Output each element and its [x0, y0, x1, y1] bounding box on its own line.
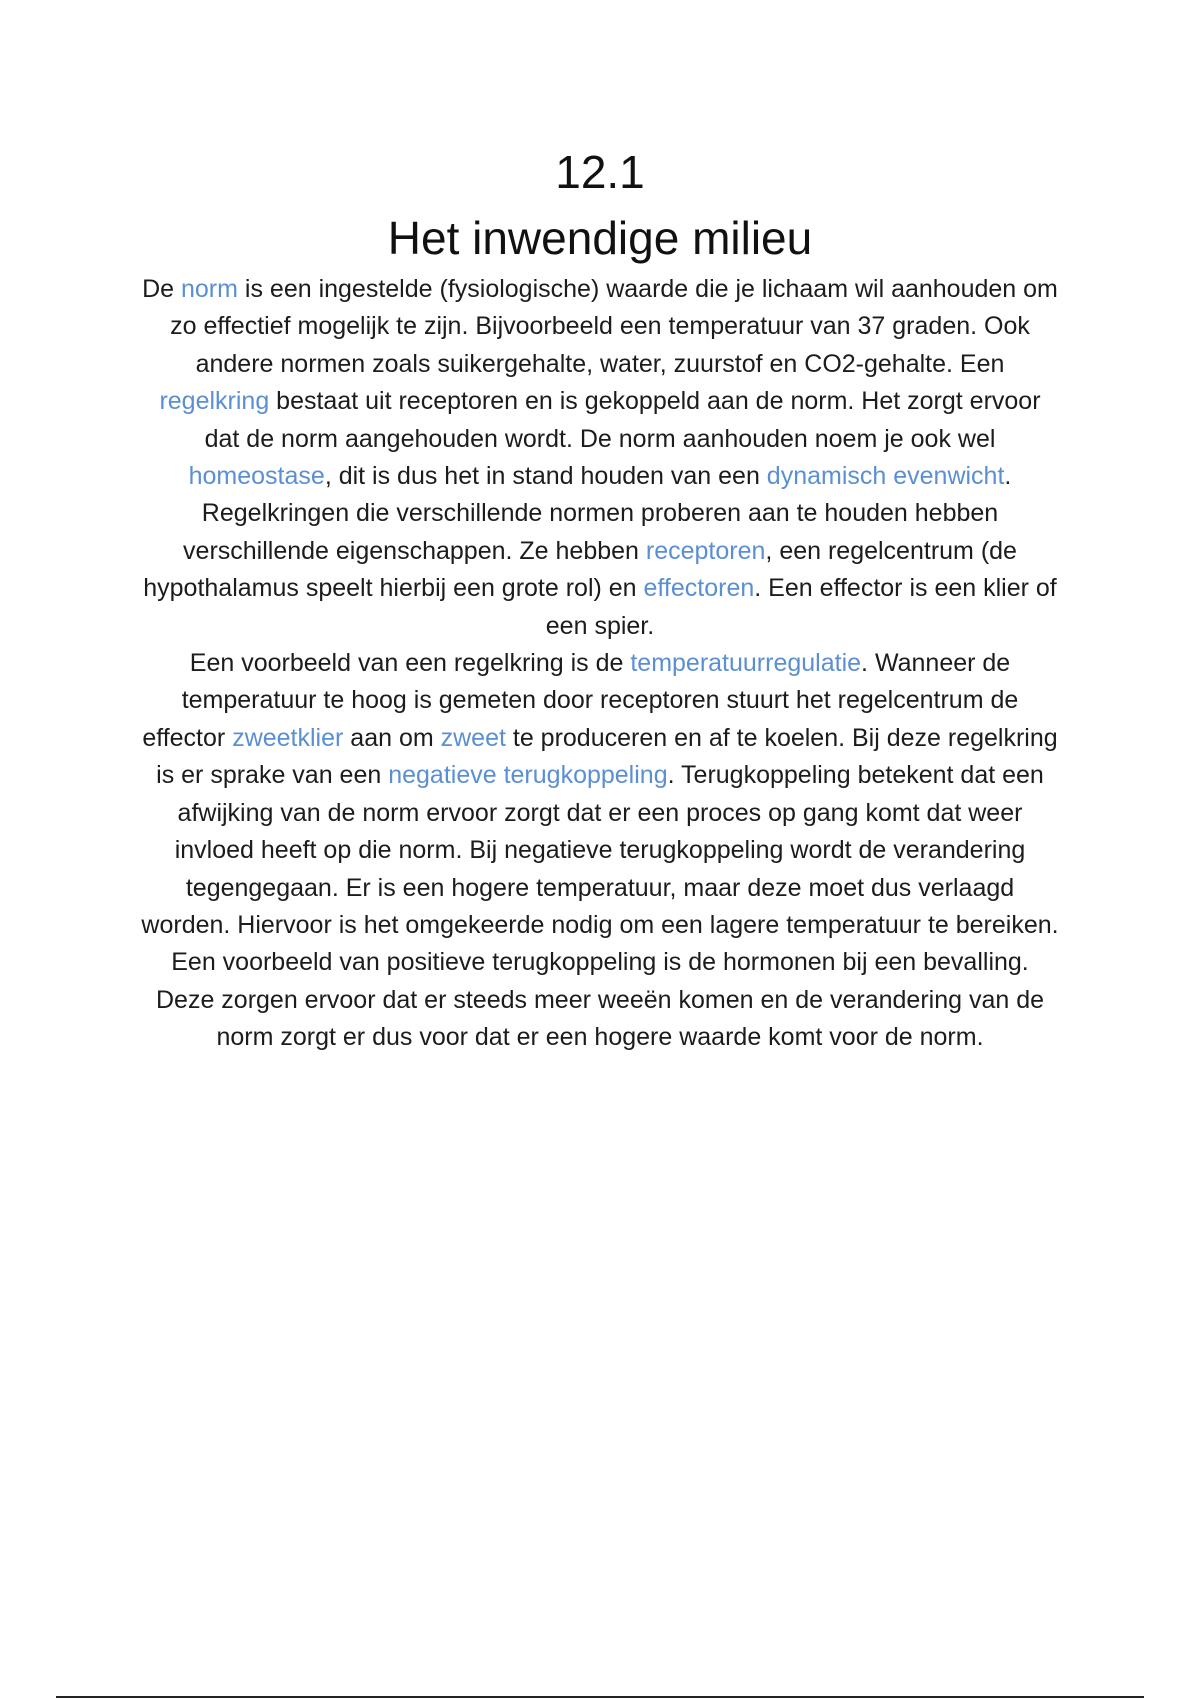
key-term: zweet [440, 723, 506, 752]
paragraph-text: Regelkringen die verschillende normen proberen aan te houden hebben verschillende eigenschappen. Ze hebben [183, 499, 999, 565]
paragraph-text: . Wanneer de temperatuur te hoog is gemeten door receptoren stuurt het regelcentrum de effector [142, 649, 1019, 752]
paragraph [140, 495, 1060, 645]
paragraph-text: is een ingestelde (fysiologische) waarde die je lichaam wil aanhouden om zo effectief mogelijk te zijn. Bijvoorbeeld een temperatuur van 37 graden. Ook andere normen zoals suikergehalte, water, zuurstof en CO2-gehalte. Een [170, 275, 1058, 378]
paragraph-text: . Terugkoppeling betekent dat een afwijking van de norm ervoor zorgt dat er een proces op gang komt dat weer invloed heeft op die norm. Bij negatieve terugkoppeling wordt de verandering tegengegaan. Er is een hogere temperatuur, maar deze moet dus verlaagd worden. Hiervoor is het omgekeerde nodig om een lagere temperatuur te bereiken. [141, 761, 1059, 939]
paragraph [140, 944, 1060, 1056]
key-term: regelkring [159, 387, 270, 416]
key-term: homeostase [188, 462, 325, 491]
page-title: Het inwendige milieu [387, 212, 813, 264]
key-term: zweetklier [232, 723, 344, 752]
paragraph-text: Een voorbeeld van een regelkring is de [189, 649, 631, 678]
paragraph-text: , een regelcentrum (de hypothalamus speelt hierbij een grote rol) en [143, 536, 1017, 603]
key-term: dynamisch evenwicht [766, 462, 1005, 491]
key-term: norm [181, 275, 238, 303]
paragraph-text: , dit is dus het in stand houden van een [324, 462, 767, 491]
paragraph-text: bestaat uit receptoren en is gekoppeld aan de norm. Het zorgt ervoor dat de norm aangehouden wordt. De norm aanhouden noem je ook wel [204, 387, 1041, 453]
paragraph-text: . Een effector is een klier of een spier. [545, 574, 1057, 640]
key-term: effectoren [643, 574, 755, 603]
chapter-number: 12.1 [555, 146, 645, 198]
footer-divider [56, 1696, 1144, 1698]
paragraph-text: te produceren en af te koelen. Bij deze regelkring is er sprake van een [156, 723, 1058, 790]
paragraph [140, 271, 1060, 495]
paragraph-text: Een voorbeeld van positieve terugkoppeling is de hormonen bij een bevalling. Deze zorgen ervoor dat er steeds meer weeën komen en de verandering van de norm zorgt er dus voor dat er een hogere waarde komt voor de norm. [155, 948, 1045, 1052]
key-term: negatieve terugkoppeling [388, 761, 668, 790]
paragraph-text: De [142, 275, 181, 303]
key-term: receptoren [645, 536, 766, 565]
key-term: temperatuurregulatie [630, 649, 862, 678]
paragraph-text: aan om [343, 723, 441, 752]
paragraph [140, 645, 1060, 944]
paragraph-text: . [1004, 462, 1012, 491]
body-text [140, 271, 1060, 1057]
